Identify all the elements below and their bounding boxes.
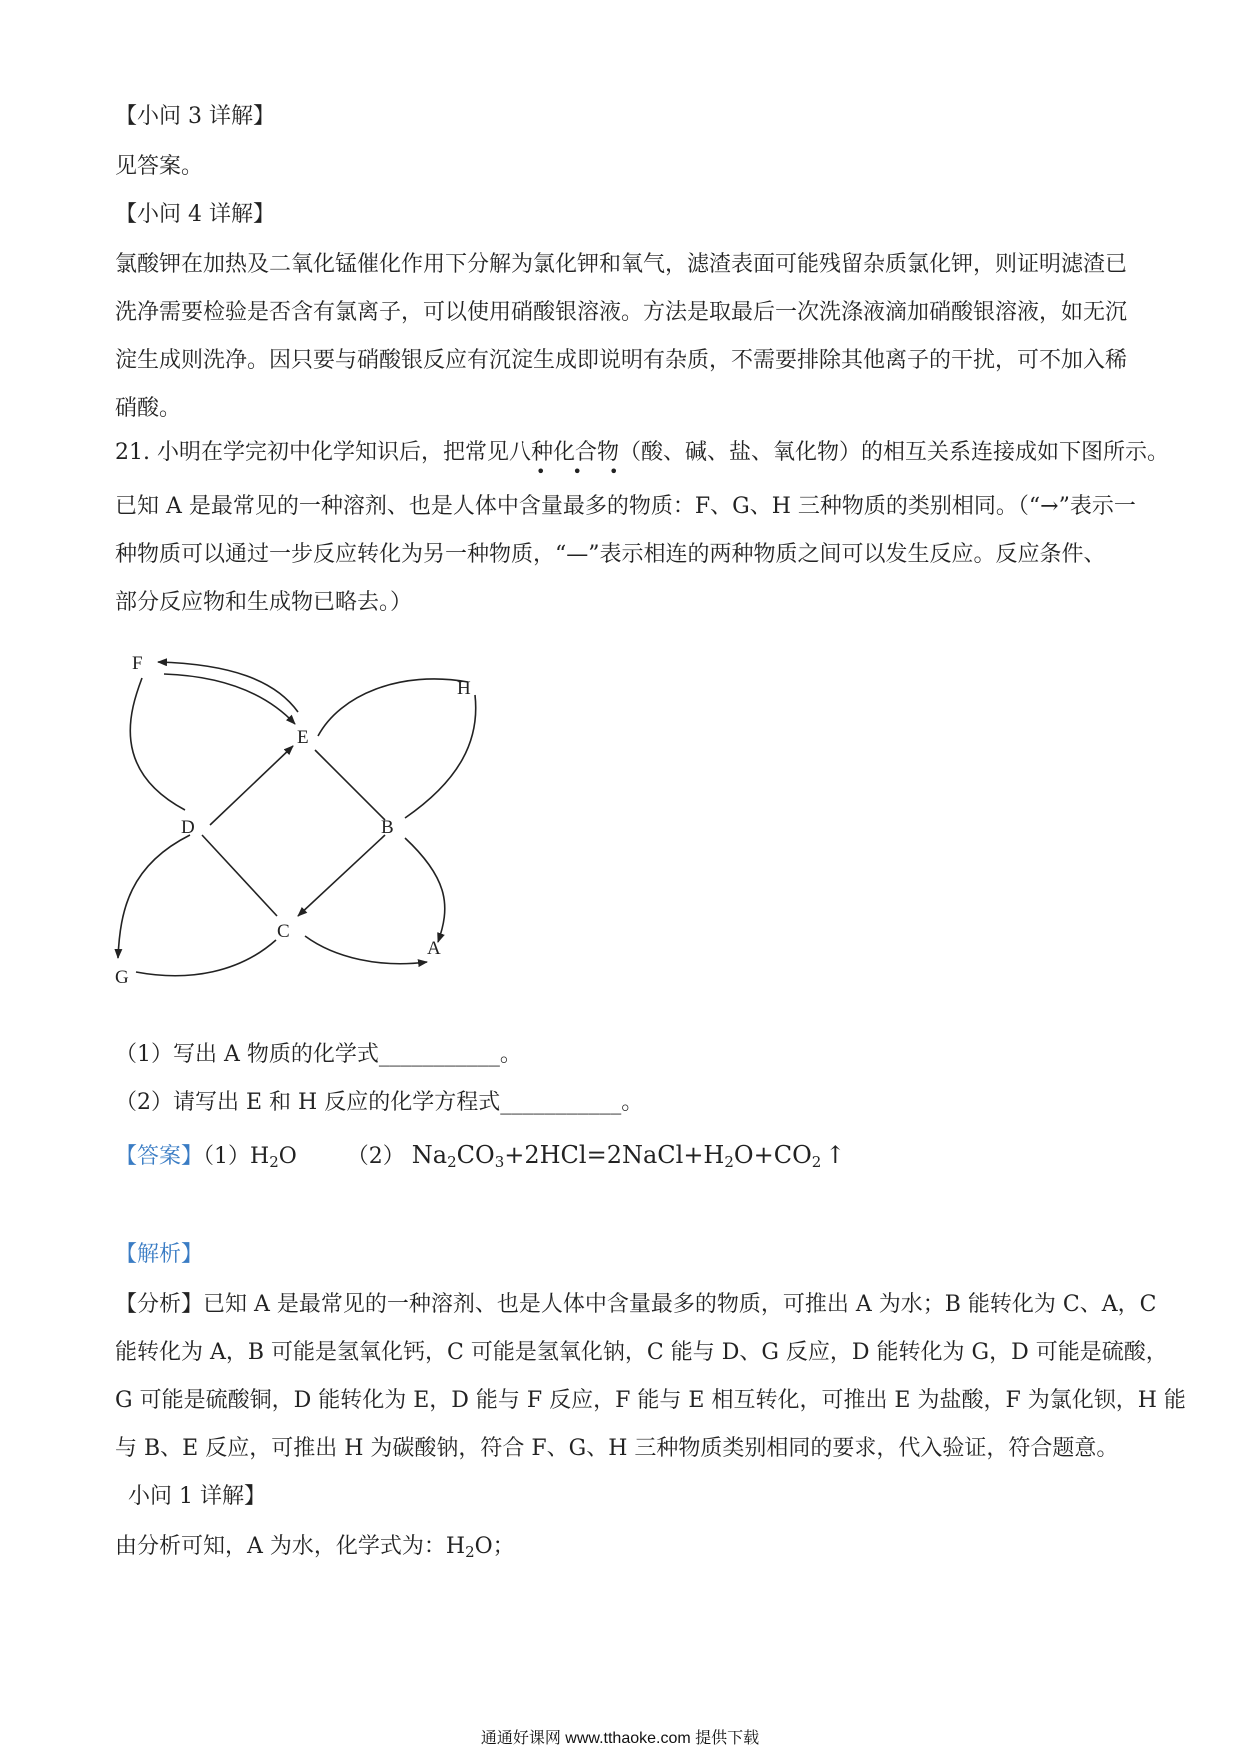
arrow-b-to-c: [298, 835, 385, 916]
question-stem-line: 已知 A 是最常见的一种溶剂、也是人体中含量最多的物质：F、G、H 三种物质的类别相同。（“→”表示一: [115, 494, 1136, 519]
analysis-line: 【分析】已知 A 是最常见的一种溶剂、也是人体中含量最多的物质，可推出 A 为水；B 能转化为 C、A，C: [115, 1292, 1157, 1317]
line-g-c: [136, 940, 276, 976]
answer-part1: $(1)H_2O$: [203, 1144, 297, 1171]
node-e: E: [297, 727, 309, 748]
node-b: B: [381, 817, 394, 838]
analysis-line: 能转化为 A，B 可能是氢氧化钙，C 可能是氢氧化钠，C 能与 D、G 反应，D 能转化为 G，D 可能是硫酸，: [115, 1340, 1168, 1365]
q4-line: 硝酸。: [115, 396, 182, 421]
analysis-line: 与 B、E 反应，可推出 H 为碳酸钠，符合 F、G、H 三种物质类别相同的要求，代入验证，符合题意。: [115, 1436, 1119, 1461]
q4-line: 淀生成则洗净。因只要与硝酸银反应有沉淀生成即说明有杂质，不需要排除其他离子的干扰，可不加入稀: [115, 348, 1128, 373]
q1-body: 由分析可知，A 为水，化学式为：$H_2O$；: [115, 1534, 515, 1561]
line-f-d: [130, 678, 185, 810]
question-stem-line: 部分反应物和生成物已略去。）: [115, 590, 413, 615]
arrow-b-to-a: [405, 838, 445, 942]
line-h-b: [405, 695, 476, 818]
answer-line: [115, 1140, 845, 1177]
node-a: A: [427, 938, 441, 959]
arrow-f-to-e: [164, 674, 295, 724]
sub-question-2: （2）请写出 E 和 H 反应的化学方程式___________。: [115, 1090, 644, 1115]
arrow-d-to-e: [210, 746, 293, 825]
q4-line: 氯酸钾在加热及二氧化锰催化作用下分解为氯化钾和氧气，滤渣表面可能残留杂质氯化钾，则证明滤渣已: [115, 252, 1128, 277]
arrow-c-to-a: [305, 936, 427, 964]
node-h: H: [457, 678, 471, 699]
node-d: D: [181, 817, 195, 838]
analysis-label: 【解析】: [115, 1242, 204, 1267]
node-f: F: [132, 653, 143, 674]
q4-heading: 【小问 4 详解】: [115, 202, 275, 227]
footer-watermark: 通通好课网 www.tthaoke.com 提供下载: [480, 1730, 760, 1747]
q3-body: 见答案。: [115, 154, 204, 179]
question-stem-line: 21. 小明在学完初中化学知识后，把常见八种化合物（酸、碱、盐、氧化物）的相互关系连接成如下图所示。: [115, 440, 1169, 465]
answer-label: 【答案】: [115, 1144, 204, 1169]
question-stem-line: 种物质可以通过一步反应转化为另一种物质，“—”表示相连的两种物质之间可以发生反应。反应条件、: [115, 542, 1106, 567]
q1-heading: 小问 1 详解】: [128, 1484, 266, 1509]
line-e-b: [315, 750, 385, 820]
node-g: G: [115, 967, 129, 988]
arrow-e-to-f: [158, 662, 298, 712]
sub-question-1: （1）写出 A 物质的化学式___________。: [115, 1042, 522, 1067]
analysis-line: G 可能是硫酸铜，D 能转化为 E，D 能与 F 反应，F 能与 E 相互转化，可推出 E 为盐酸，F 为氯化钡，H 能: [115, 1388, 1186, 1413]
arrow-d-to-g: [118, 835, 190, 958]
relationship-diagram: [100, 640, 520, 1020]
line-e-h: [318, 679, 468, 736]
node-c: C: [277, 921, 290, 942]
emphasis-dots: • • •: [536, 462, 630, 481]
q3-heading: 【小问 3 详解】: [115, 104, 275, 129]
q4-line: 洗净需要检验是否含有氯离子，可以使用硝酸银溶液。方法是取最后一次洗涤液滴加硝酸银溶液，如无沉: [115, 300, 1128, 325]
line-d-c: [202, 835, 277, 916]
answer-part2-label: （2）: [346, 1144, 405, 1169]
chemical-equation: $Na_2CO_3+2HCl=2NaCl+H_2O+CO_2$ ↑: [411, 1141, 846, 1171]
